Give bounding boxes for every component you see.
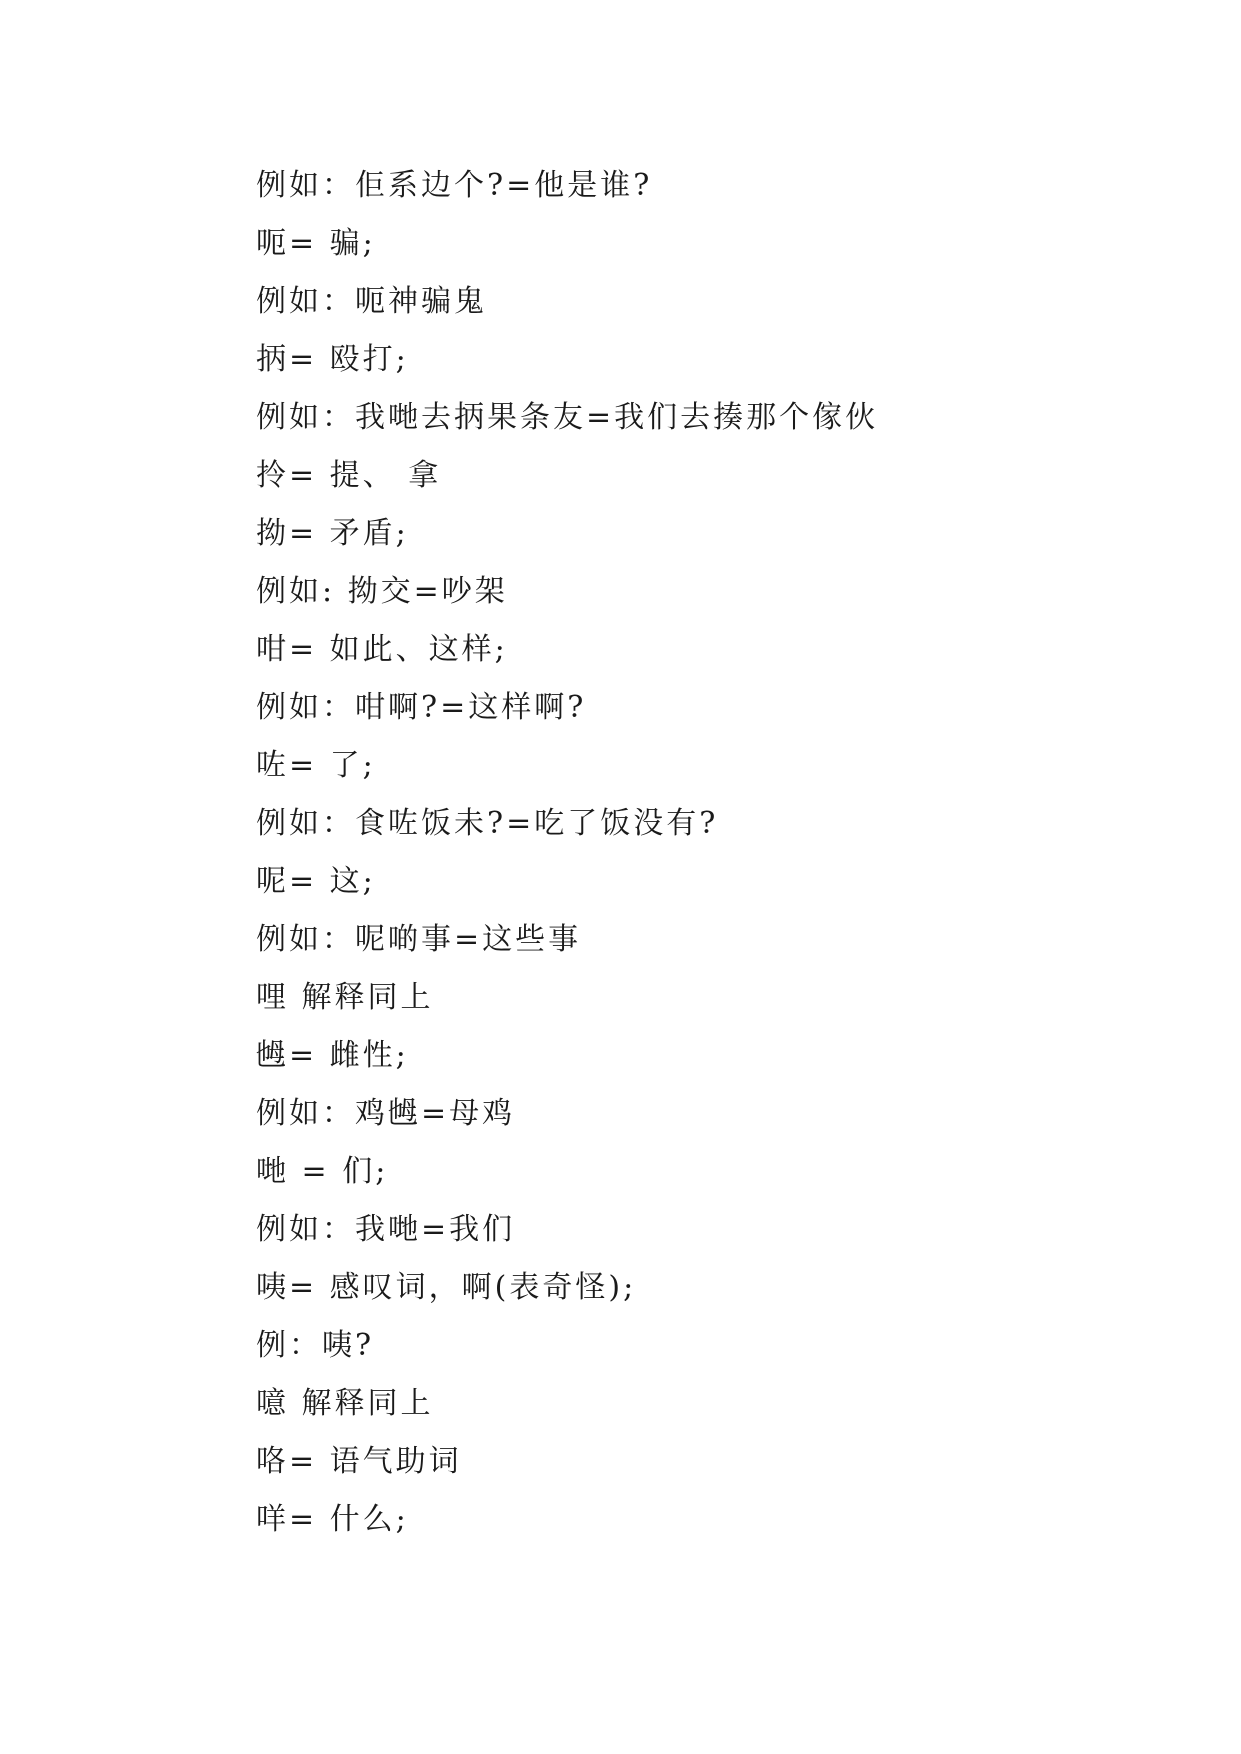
text-line: 例如：我哋=我们 xyxy=(256,1212,516,1247)
text-line: 例如：鸡乸=母鸡 xyxy=(256,1096,516,1131)
text-line: 咯= 语气助词 xyxy=(256,1444,462,1479)
text-line: 例如：我哋去抦果条友=我们去揍那个傢伙 xyxy=(256,400,879,435)
text-line: 咩= 什么; xyxy=(256,1502,409,1537)
text-line: 乸= 雌性; xyxy=(256,1038,409,1073)
text-line: 哩 解释同上 xyxy=(256,980,434,1015)
text-line: 咁= 如此、这样; xyxy=(256,632,508,667)
text-line: 拗= 矛盾; xyxy=(256,516,409,551)
text-line: 例如：呢啲事=这些事 xyxy=(256,922,582,957)
text-line: 例如：佢系边个?=他是谁? xyxy=(256,168,653,203)
text-line: 例如：呃神骗鬼 xyxy=(256,284,487,319)
text-line: 例如: 拗交=吵架 xyxy=(256,574,508,609)
document-body xyxy=(256,157,1096,1549)
text-line: 呢= 这; xyxy=(256,864,376,899)
text-line: 抦= 殴打; xyxy=(256,342,409,377)
text-line: 咗= 了; xyxy=(256,748,376,783)
text-line: 例如：食咗饭未?=吃了饭没有? xyxy=(256,806,719,841)
text-line: 例：咦? xyxy=(256,1328,375,1363)
text-line: 例如：咁啊?=这样啊? xyxy=(256,690,587,725)
text-line: 咦= 感叹词，啊(表奇怪); xyxy=(256,1270,637,1305)
text-line: 拎= 提、 拿 xyxy=(256,458,442,493)
text-line: 呃= 骗; xyxy=(256,226,376,261)
text-line: 噫 解释同上 xyxy=(256,1386,434,1421)
text-line: 哋 = 们; xyxy=(256,1154,389,1189)
